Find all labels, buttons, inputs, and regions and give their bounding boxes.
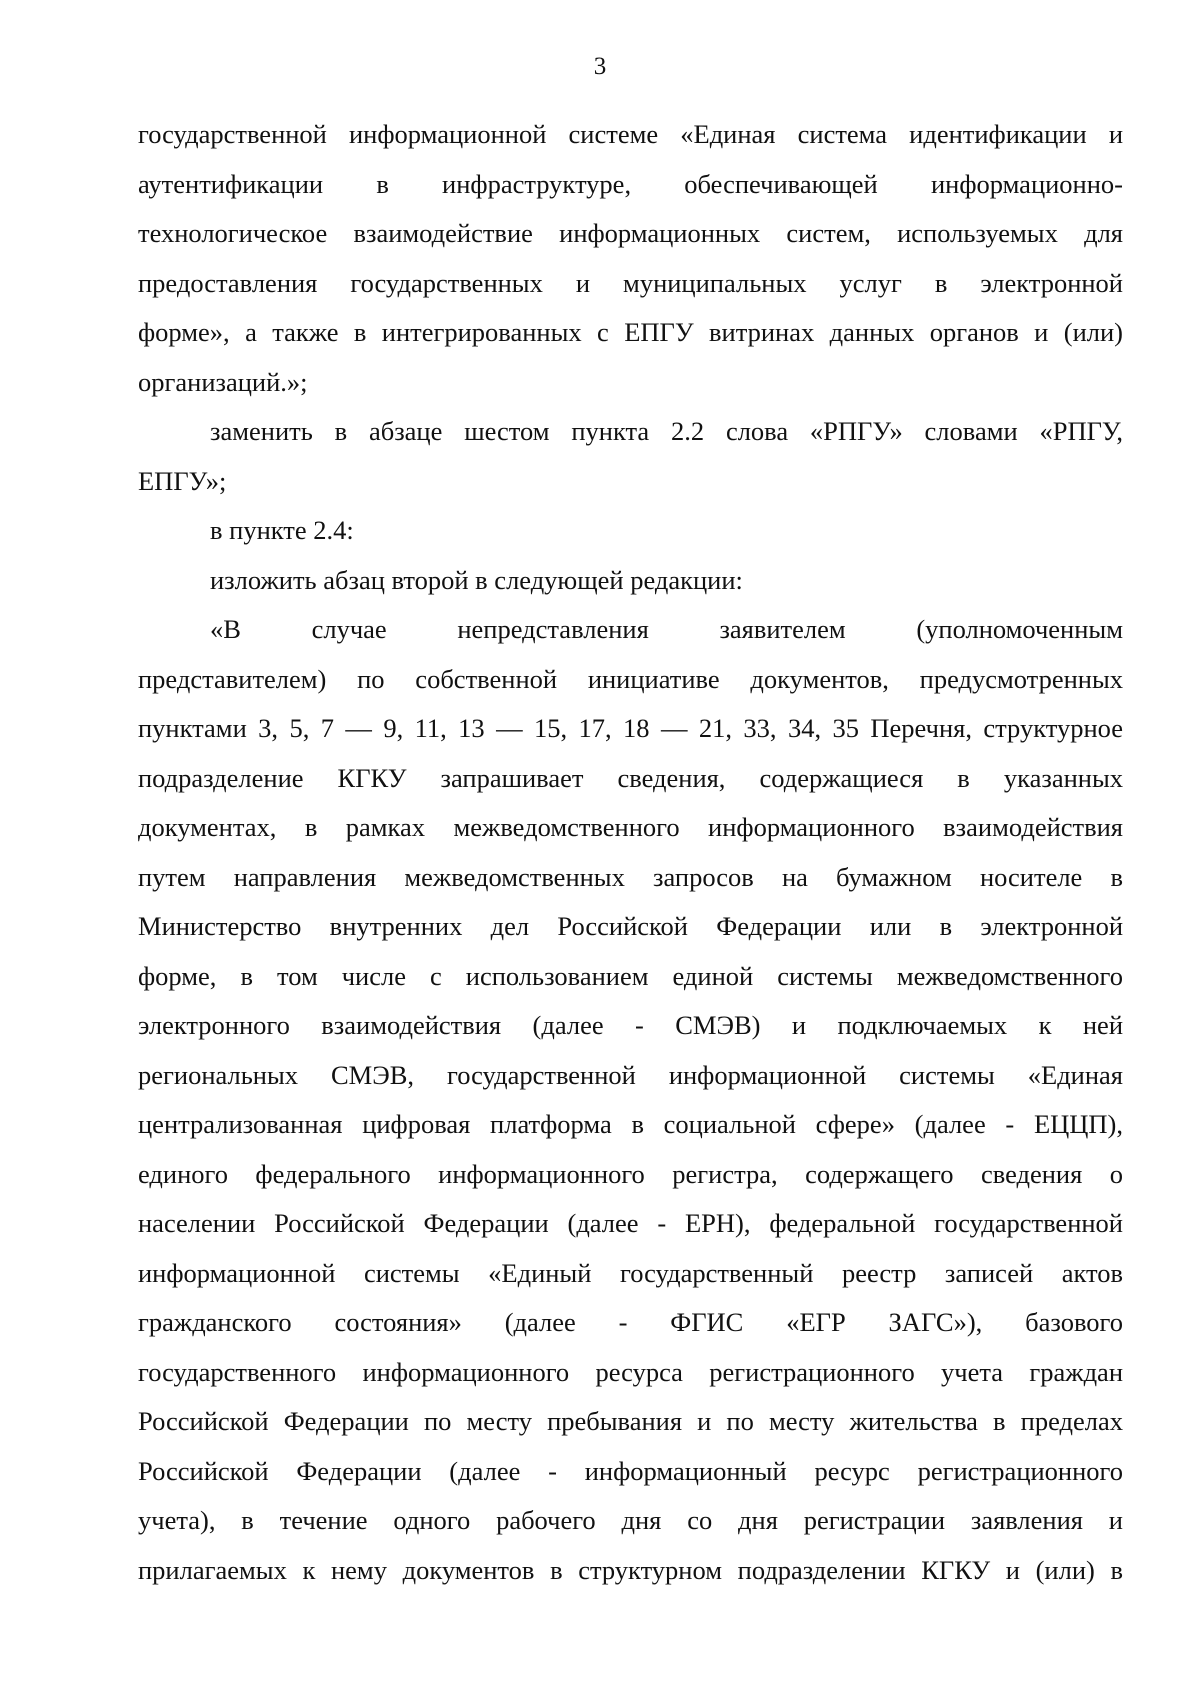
text-line: изложить абзац второй в следующей редакции: [210,564,743,595]
paragraph [138,605,1123,1595]
text-line: электронного взаимодействия (далее - СМЭВ) и подключаемых к ней [138,1010,1123,1040]
text-line: путем направления межведомственных запросов на бумажном носителе в [138,861,1123,892]
text-line: форме, в том числе с использованием единой системы межведомственного [138,960,1123,991]
document-body [138,110,1123,1595]
text-line: аутентификации в инфраструктуре, обеспечивающей информационно- [138,168,1123,199]
text-line: «В случае непредставления заявителем (уполномоченным [210,614,1123,644]
text-line: документах, в рамках межведомственного информационного взаимодействия [138,812,1123,842]
text-line: гражданского состояния» (далее - ФГИС «ЕГР ЗАГС»), базового [138,1307,1123,1337]
paragraph [138,407,1123,506]
text-line: заменить в абзаце шестом пункта 2.2 слова «РПГУ» словами «РПГУ, [210,416,1123,446]
text-line: государственной информационной системе «Единая система идентификации и [138,119,1123,149]
text-line: Российской Федерации (далее - информационный ресурс регистрационного [138,1455,1123,1486]
text-line: пунктами 3, 5, 7 — 9, 11, 13 — 15, 17, 18 — 21, 33, 34, 35 Перечня, структурное [138,713,1123,743]
text-line: населении Российской Федерации (далее - ЕРН), федеральной государственной [138,1208,1123,1238]
text-line: технологическое взаимодействие информационных систем, используемых для [138,218,1123,248]
text-line: единого федерального информационного регистра, содержащего сведения о [138,1158,1123,1189]
text-line: подразделение КГКУ запрашивает сведения, содержащиеся в указанных [138,762,1123,793]
text-line: прилагаемых к нему документов в структурном подразделении КГКУ и (или) в [138,1554,1123,1585]
page-number: 3 [593,53,607,80]
text-line: представителем) по собственной инициативе документов, предусмотренных [138,663,1123,694]
text-line: централизованная цифровая платформа в социальной сфере» (далее - ЕЦЦП), [138,1109,1123,1139]
text-line: информационной системы «Единый государственный реестр записей актов [138,1257,1123,1288]
text-line: предоставления государственных и муниципальных услуг в электронной [138,267,1123,298]
paragraph [138,110,1123,407]
text-line: в пункте 2.4: [210,515,354,545]
paragraph [138,556,1123,606]
text-line: ЕПГУ»; [138,465,227,496]
text-line: учета), в течение одного рабочего дня со дня регистрации заявления и [138,1505,1123,1535]
text-line: организаций.»; [138,366,308,397]
text-line: региональных СМЭВ, государственной информационной системы «Единая [138,1059,1123,1090]
text-line: форме», а также в интегрированных с ЕПГУ витринах данных органов и (или) [138,317,1123,347]
paragraph [138,506,1123,556]
text-line: Российской Федерации по месту пребывания и по месту жительства в пределах [138,1406,1123,1436]
text-line: Министерство внутренних дел Российской Федерации или в электронной [138,911,1123,941]
text-line: государственного информационного ресурса регистрационного учета граждан [138,1356,1123,1387]
